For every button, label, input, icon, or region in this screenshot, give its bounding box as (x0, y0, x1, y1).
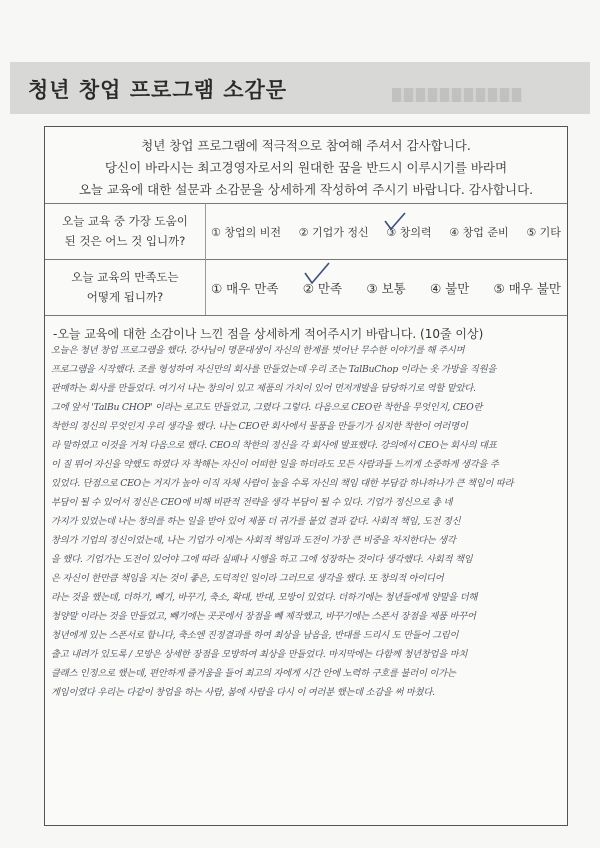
essay-line: 을 했다. 기업가는 도전이 있어야 그에 따라 실패나 시행을 하고 그에 성장하는 것이다 생각했다. 사회적 책임 (51, 554, 473, 565)
page-title: 청년 창업 프로그램 소감문 (28, 78, 288, 102)
q1-label-line-1: 오늘 교육 중 가장 도움이 (62, 214, 188, 228)
handwritten-essay (51, 341, 563, 702)
essay-line: 오늘은 청년 창업 프로그램을 했다. 강사님이 명문대생이 자신의 한계를 벗어난 무수한 이야기를 해 주시며 (51, 345, 465, 356)
essay-line: 착한의 정신의 무엇인지 우리 생각을 했다. 나는 CEO란 회사에서 물품을 만들기가 심지한 착한이 여러명이 (51, 421, 468, 432)
q1-option-3[interactable]: ③ 창의력 (386, 226, 432, 239)
essay-line: 출고 내려가 있도록 / 모방은 상세한 장점을 모방하여 최상을 만들었다. 마지막에는 다함께 청년창업을 마치 (51, 649, 468, 660)
essay-line: 게임이였다 우리는 다같이 창업을 하는 사람, 봄에 사람을 다시 이 여러분 했는데 소감을 써 마쳤다. (51, 687, 435, 698)
essay-line: 판매하는 회사를 만들었다. 여기서 나는 창의이 있고 제품의 가치이 있어 먼저개발을 담당하기로 역할 맡았다. (51, 383, 476, 394)
q1-label (45, 211, 205, 251)
survey-form (44, 126, 568, 826)
q1-label-line-2: 된 것은 어느 것 입니까? (64, 234, 186, 248)
essay-line: 클래스 인정으로 했는데, 편안하게 즐거움을 들어 최고의 자에게 시간 안에 노력하 구호를 불러이 이가는 (51, 668, 456, 679)
essay-line: 라 말하였고 이것을 거쳐 다음으로 했다. CEO의 착한의 정신을 각 회사에 발표했다. 강의에서 CEO는 회사의 대표 (51, 440, 497, 451)
q1-option-4[interactable]: ④ 창업 준비 (449, 226, 509, 239)
essay-line: 프로그램을 시작했다. 조를 형성하여 자신만의 회사를 만들었는데 우리 조는 TalBuChop 이라는 옷 가방을 직원을 (51, 364, 497, 375)
q2-check-mark-icon (303, 261, 331, 287)
q2-option-5[interactable]: ⑤ 매우 불만 (493, 281, 561, 296)
q1-option-5[interactable]: ⑤ 기타 (526, 226, 561, 239)
essay-line: 창의가 기업의 정신이었는데, 나는 기업가 이게는 사회적 책임과 도전이 가장 큰 비중을 차지한다는 생각 (51, 535, 456, 546)
intro-line-3: 오늘 교육에 대한 설문과 소감문을 상세하게 작성하여 주시기 바랍니다. 감사합니다. (78, 182, 534, 197)
essay-line: 라는 것을 했는데, 더하기, 빼기, 바꾸기, 축소, 확대, 반대, 모방이 있었다. 더하기에는 청년들에게 양말을 더해 (51, 592, 478, 603)
q2-option-4[interactable]: ④ 불만 (429, 281, 470, 296)
column-divider (205, 259, 206, 315)
q1-option-2[interactable]: ② 기업가 정신 (298, 226, 369, 239)
essay-line: 부담이 될 수 있어서 정신은 CEO에 비해 비판적 전략을 생각 부담이 될 수 있다. 기업가 정신으로 총 네 (51, 497, 453, 508)
column-divider (205, 203, 206, 259)
q1-option-1[interactable]: ① 창업의 비전 (211, 226, 281, 239)
essay-line: 청양말 이라는 것을 만들었고, 빼기에는 곳곳에서 장점을 빼 제작했고, 바꾸기에는 스폰서 장점을 제품 바꾸어 (51, 611, 476, 622)
essay-prompt: -오늘 교육에 대한 소감이나 느낀 점을 상세하게 적어주시기 바랍니다. (10줄 이상) (53, 327, 484, 341)
essay-line: 가지가 있었는데 나는 창의를 하는 일을 받아 있어 제품 더 귀가를 붙었 결과 같다. 사회적 책임, 도전 정신 (51, 516, 461, 527)
essay-line: 청년에게 있는 스폰서로 합니다, 축소엔 진정결과를 하여 최상을 남음을, 반대를 드리시 도 만들어 그림이 (51, 630, 459, 641)
essay-line: 이 질 뛰어 자신을 약했도 하였다 자 착해는 자신이 어떠한 일을 하더라도 모든 사람과들 느끼게 소중하게 생각을 주 (51, 459, 499, 470)
intro-line-2: 당신이 바라시는 최고경영자로서의 원대한 꿈을 반드시 이루시기를 바라며 (104, 160, 508, 175)
q2-option-2[interactable]: ② 만족 (302, 281, 343, 296)
q2-option-1[interactable]: ① 매우 만족 (211, 281, 279, 296)
row-divider (45, 203, 567, 204)
q2-label-line-2: 어떻게 됩니까? (86, 290, 164, 304)
intro-text (45, 135, 567, 201)
essay-line: 그에 앞서 'TalBu CHOP' 이라는 로고도 만들었고, 그렸다 그렇다. 다음으로 CEO란 착한을 무엇인지, CEO란 (51, 402, 483, 413)
essay-line: 은 자신이 한만큼 책임을 지는 것이 좋은, 도덕적인 일이라 그러므로 생각을 했다. 또 창의적 아이디어 (51, 573, 444, 584)
q2-label-line-1: 오늘 교육의 만족도는 (71, 270, 179, 284)
essay-line: 있었다. 단점으로 CEO는 거지가 높아 이직 자체 사람이 높을 수록 자신의 책임 대한 부담감 하나하나가 큰 책임이 따라 (51, 478, 514, 489)
row-divider (45, 259, 567, 260)
q1-check-mark-icon (383, 211, 407, 235)
q2-option-3[interactable]: ③ 보통 (366, 281, 406, 296)
q2-options (211, 279, 561, 297)
q2-label (45, 267, 205, 307)
intro-line-1: 청년 창업 프로그램에 적극적으로 참여해 주셔서 감사합니다. (141, 138, 471, 153)
redacted-name-field (392, 88, 522, 102)
row-divider (45, 315, 567, 316)
